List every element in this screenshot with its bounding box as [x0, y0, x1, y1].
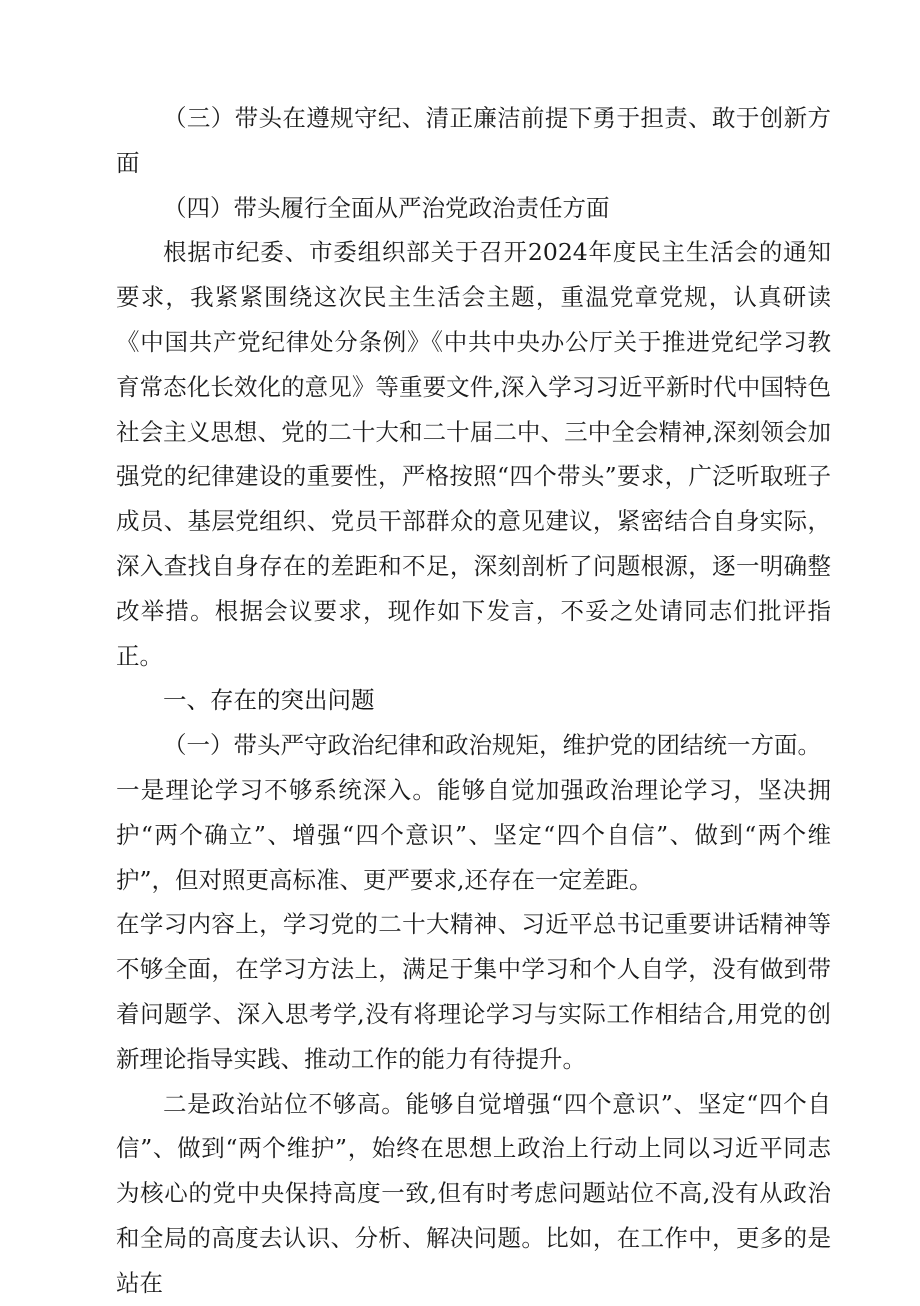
sub-heading-three: （三）带头在遵规守纪、清正廉洁前提下勇于担责、敢于创新方面: [116, 104, 831, 177]
sub-heading-four: （四）带头履行全面从严治党政治责任方面: [163, 193, 610, 222]
section-heading-problems: 一、存在的突出问题: [163, 686, 375, 715]
sub-heading-one: （一）带头严守政治纪律和政治规矩，维护党的团结统一方面。: [163, 731, 821, 760]
point-one-paragraph: 一是理论学习不够系统深入。能够自觉加强政治理论学习，坚决拥护“两个确立”、增强“四个意识”、坚定“四个自信”、做到“两个维护”，但对照更高标准、更严要求,还存在一定差距。: [116, 775, 831, 894]
document-body: [116, 96, 831, 1306]
intro-paragraph: 根据市纪委、市委组织部关于召开2024年度民主生活会的通知要求，我紧紧围绕这次民主生活会主题，重温党章党规，认真研读《中国共产党纪律处分条例》《中共中央办公厅关于推进党纪学习教育常态化长效化的意见》等重要文件,深入学习习近平新时代中国特色社会主义思想、党的二十大和二十届二中、三中全会精神,深刻领会加强党的纪律建设的重要性，严格按照“四个带头”要求，广泛听取班子成员、基层党组织、党员干部群众的意见建议，紧密结合自身实际，深入查找自身存在的差距和不足，深刻剖析了问题根源，逐一明确整改举措。根据会议要求，现作如下发言，不妥之处请同志们批评指正。: [116, 238, 831, 670]
point-two-paragraph: 二是政治站位不够高。能够自觉增强“四个意识”、坚定“四个自信”、做到“两个维护”，始终在思想上政治上行动上同以习近平同志为核心的党中央保持高度一致,但有时考虑问题站位不高,没有从政治和全局的高度去认识、分析、解决问题。比如，在工作中，更多的是站在: [116, 1089, 831, 1297]
point-one-detail-paragraph: 在学习内容上，学习党的二十大精神、习近平总书记重要讲话精神等不够全面，在学习方法上，满足于集中学习和个人自学，没有做到带着问题学、深入思考学,没有将理论学习与实际工作相结合,用党的创新理论指导实践、推动工作的能力有待提升。: [116, 910, 831, 1073]
